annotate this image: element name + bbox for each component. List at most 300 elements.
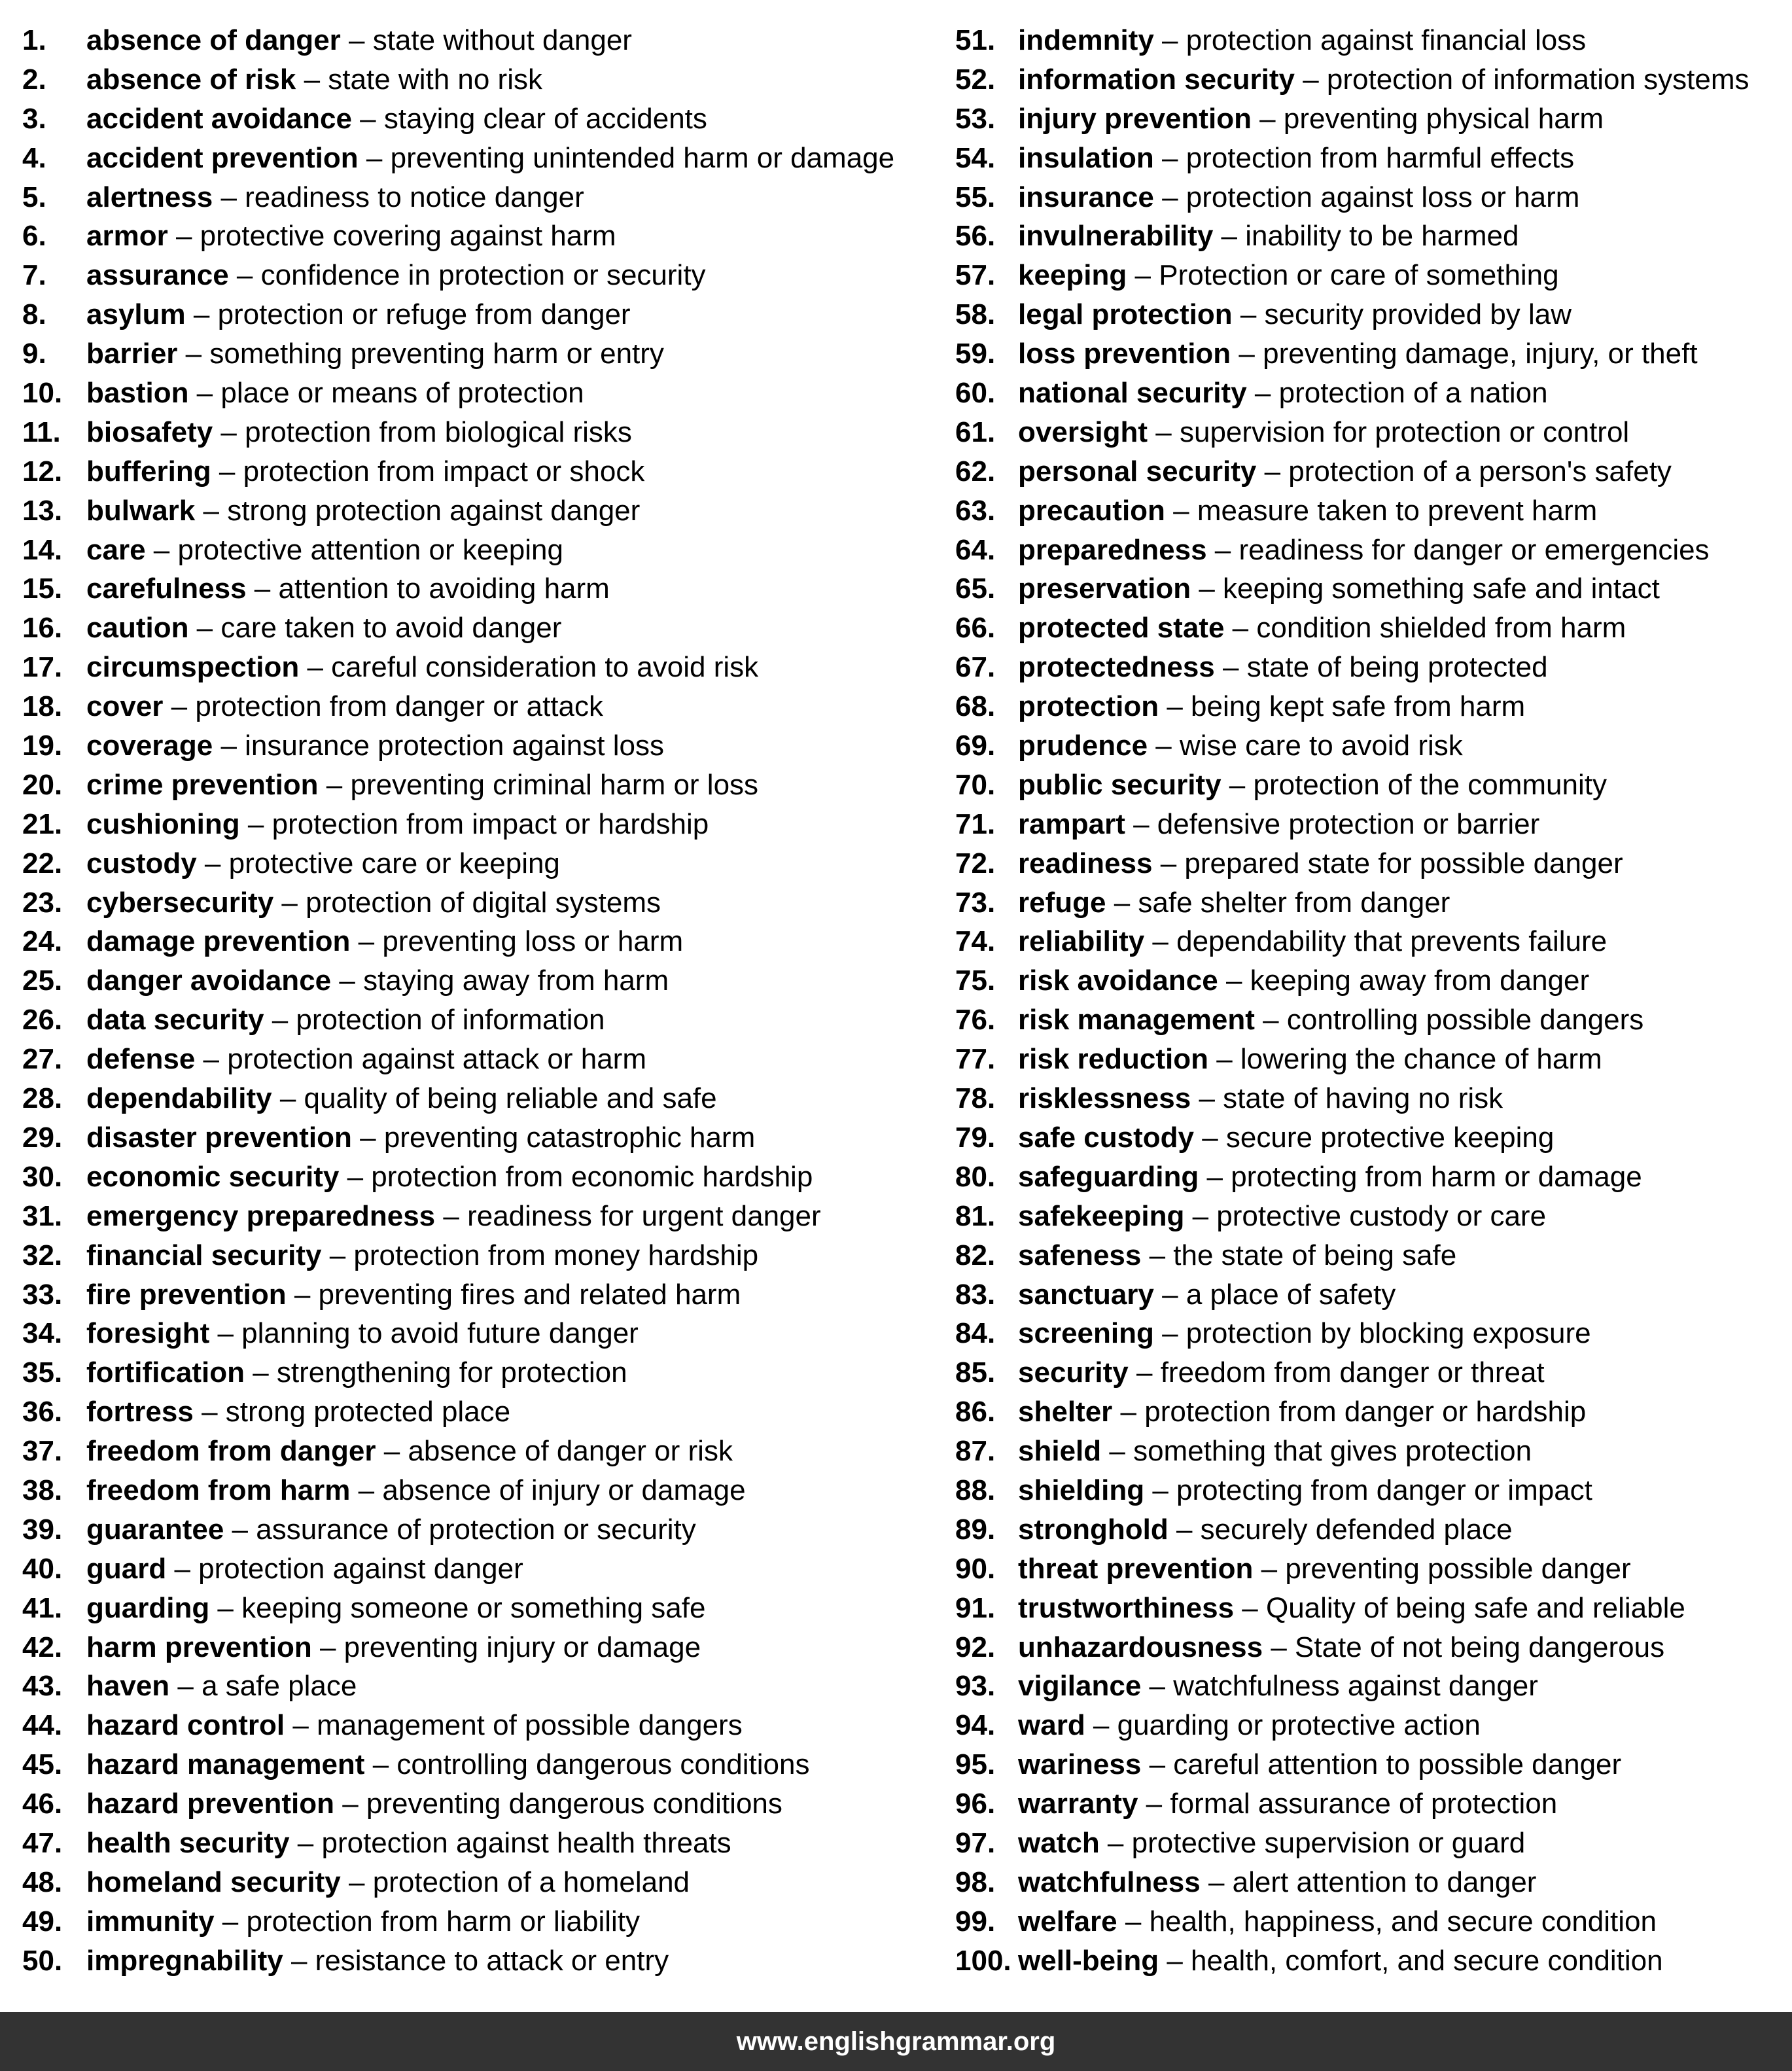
item-number: 4. <box>22 141 46 174</box>
item-term: freedom from danger <box>86 1435 376 1468</box>
item-number: 44. <box>22 1709 63 1742</box>
item-term: refuge <box>1018 886 1106 919</box>
item-term: accident avoidance <box>86 102 352 135</box>
item-definition: preventing loss or harm <box>382 925 684 958</box>
item-definition: a safe place <box>202 1670 357 1703</box>
list-item <box>955 1549 1786 1589</box>
list-item <box>955 922 1786 961</box>
list-item <box>955 491 1786 531</box>
item-separator: – <box>321 1239 354 1271</box>
item-definition: strengthening for protection <box>276 1356 627 1389</box>
item-separator: – <box>1253 1552 1286 1585</box>
item-number: 95. <box>955 1748 996 1781</box>
item-definition: protecting from harm or damage <box>1231 1160 1642 1193</box>
item-definition: protection from impact or hardship <box>272 807 709 840</box>
list-item <box>955 726 1786 766</box>
item-definition: measure taken to prevent harm <box>1197 494 1598 527</box>
item-term: bastion <box>86 377 189 410</box>
list-item <box>955 1275 1786 1315</box>
item-number: 83. <box>955 1278 996 1311</box>
item-number: 19. <box>22 730 63 762</box>
list-item <box>955 1510 1786 1549</box>
item-term: crime prevention <box>86 768 319 801</box>
item-term: ward <box>1018 1709 1085 1742</box>
item-term: accident prevention <box>86 141 359 174</box>
item-number: 30. <box>22 1160 63 1193</box>
item-term: risk management <box>1018 1004 1255 1036</box>
list-item <box>22 491 938 531</box>
item-separator: – <box>213 416 245 448</box>
item-number: 87. <box>955 1435 996 1468</box>
item-definition: protection of digital systems <box>306 886 661 919</box>
item-term: legal protection <box>1018 298 1233 331</box>
item-definition: protection from biological risks <box>245 416 632 448</box>
list-item <box>22 1197 938 1236</box>
item-term: defense <box>86 1043 196 1076</box>
list-item <box>955 1902 1786 1941</box>
footer-url[interactable]: www.englishgrammar.org <box>736 2027 1056 2056</box>
item-term: risk reduction <box>1018 1043 1208 1076</box>
list-item <box>955 1863 1786 1902</box>
list-item <box>22 1275 938 1315</box>
list-item <box>955 1706 1786 1745</box>
item-term: wariness <box>1018 1748 1142 1781</box>
item-term: keeping <box>1018 259 1127 292</box>
list-item <box>955 256 1786 295</box>
item-definition: place or means of protection <box>220 377 584 410</box>
word-list <box>0 21 1792 1984</box>
item-separator: – <box>1141 1670 1174 1703</box>
item-definition: protective supervision or guard <box>1131 1826 1526 1859</box>
item-separator: – <box>1165 494 1197 527</box>
item-term: hazard management <box>86 1748 365 1781</box>
item-number: 53. <box>955 102 996 135</box>
item-term: cybersecurity <box>86 886 274 919</box>
list-item <box>955 609 1786 648</box>
item-term: data security <box>86 1004 264 1036</box>
item-definition: prepared state for possible danger <box>1184 847 1623 879</box>
item-definition: protection from danger or hardship <box>1144 1396 1587 1428</box>
item-number: 98. <box>955 1866 996 1898</box>
item-separator: – <box>285 1709 317 1742</box>
item-definition: watchfulness against danger <box>1173 1670 1538 1703</box>
item-separator: – <box>351 102 384 135</box>
item-term: loss prevention <box>1018 338 1231 370</box>
item-separator: – <box>211 455 243 487</box>
list-item <box>22 334 938 374</box>
item-number: 6. <box>22 220 46 253</box>
item-separator: – <box>376 1435 408 1468</box>
item-definition: safe shelter from danger <box>1138 886 1450 919</box>
list-item <box>22 648 938 687</box>
item-term: readiness <box>1018 847 1153 879</box>
item-number: 64. <box>955 533 996 566</box>
item-number: 63. <box>955 494 996 527</box>
item-number: 25. <box>22 965 63 997</box>
list-item <box>955 531 1786 570</box>
item-term: assurance <box>86 259 229 292</box>
item-separator: – <box>169 1670 202 1703</box>
item-definition: a place of safety <box>1186 1278 1396 1311</box>
item-number: 45. <box>22 1748 63 1781</box>
list-item <box>955 60 1786 99</box>
item-number: 5. <box>22 181 46 213</box>
item-separator: – <box>1127 259 1159 292</box>
list-item <box>955 1471 1786 1510</box>
list-item <box>955 805 1786 844</box>
item-definition: readiness to notice danger <box>245 181 584 213</box>
item-number: 55. <box>955 181 996 213</box>
item-definition: guarding or protective action <box>1117 1709 1481 1742</box>
item-separator: – <box>1221 768 1254 801</box>
item-definition: health, happiness, and secure condition <box>1149 1905 1657 1938</box>
item-definition: defensive protection or barrier <box>1157 807 1540 840</box>
item-term: risklessness <box>1018 1082 1191 1115</box>
item-term: indemnity <box>1018 24 1154 56</box>
item-separator: – <box>213 730 245 762</box>
item-separator: – <box>1144 925 1177 958</box>
list-item <box>22 1745 938 1784</box>
item-separator: – <box>1159 1944 1191 1977</box>
item-term: fortification <box>86 1356 245 1389</box>
item-definition: readiness for danger or emergencies <box>1239 533 1710 566</box>
item-separator: – <box>1138 1788 1170 1820</box>
item-term: insulation <box>1018 141 1154 174</box>
item-term: harm prevention <box>86 1631 312 1663</box>
item-term: unhazardousness <box>1018 1631 1263 1663</box>
list-item <box>22 1706 938 1745</box>
item-definition: protective custody or care <box>1216 1199 1547 1232</box>
item-term: security <box>1018 1356 1129 1389</box>
list-item <box>955 569 1786 609</box>
list-item <box>955 1392 1786 1432</box>
item-term: absence of danger <box>86 24 341 56</box>
item-separator: – <box>1153 141 1186 174</box>
item-definition: the state of being safe <box>1173 1239 1457 1271</box>
list-item <box>22 687 938 726</box>
item-definition: protection of information systems <box>1326 63 1749 96</box>
item-definition: state of having no risk <box>1223 1082 1503 1115</box>
list-item <box>955 1667 1786 1706</box>
item-term: armor <box>86 220 168 253</box>
item-term: insurance <box>1018 181 1154 213</box>
list-item <box>955 844 1786 883</box>
item-definition: freedom from danger or threat <box>1160 1356 1545 1389</box>
item-separator: – <box>1214 651 1247 684</box>
item-number: 11. <box>22 416 61 448</box>
list-item <box>955 1745 1786 1784</box>
item-definition: planning to avoid future danger <box>241 1317 639 1350</box>
item-number: 94. <box>955 1709 996 1742</box>
footer-bar <box>0 2012 1792 2071</box>
item-term: oversight <box>1018 416 1148 448</box>
item-number: 66. <box>955 612 996 645</box>
list-item <box>22 883 938 923</box>
item-separator: – <box>1294 63 1327 96</box>
item-separator: – <box>177 338 210 370</box>
item-definition: controlling possible dangers <box>1286 1004 1644 1036</box>
item-separator: – <box>331 965 364 997</box>
item-separator: – <box>1144 1474 1177 1506</box>
item-term: biosafety <box>86 416 213 448</box>
list-item <box>22 569 938 609</box>
list-item <box>955 1432 1786 1471</box>
list-item <box>955 21 1786 60</box>
item-definition: protection against loss or harm <box>1186 181 1580 213</box>
list-item <box>955 1314 1786 1353</box>
list-item <box>955 413 1786 452</box>
item-separator: – <box>1213 220 1246 253</box>
list-item <box>22 1628 938 1667</box>
item-number: 33. <box>22 1278 63 1311</box>
list-item <box>955 1824 1786 1863</box>
item-separator: – <box>209 1317 242 1350</box>
item-number: 91. <box>955 1591 996 1624</box>
item-term: warranty <box>1018 1788 1138 1820</box>
item-separator: – <box>163 690 196 723</box>
item-separator: – <box>1234 1591 1266 1624</box>
list-item <box>955 1353 1786 1392</box>
item-definition: security provided by law <box>1264 298 1572 331</box>
item-definition: protection against financial loss <box>1186 24 1587 56</box>
item-separator: – <box>213 181 245 213</box>
item-term: impregnability <box>86 1944 283 1977</box>
item-term: cushioning <box>86 807 240 840</box>
item-separator: – <box>1141 1748 1174 1781</box>
item-definition: protecting from danger or impact <box>1176 1474 1592 1506</box>
item-definition: protection of information <box>296 1004 605 1036</box>
item-number: 47. <box>22 1826 63 1859</box>
item-number: 86. <box>955 1396 996 1428</box>
list-item <box>955 1197 1786 1236</box>
item-separator: – <box>283 1944 315 1977</box>
item-separator: – <box>1193 1121 1226 1154</box>
item-separator: – <box>1099 1826 1132 1859</box>
item-separator: – <box>1199 1160 1231 1193</box>
item-number: 88. <box>955 1474 996 1506</box>
item-term: alertness <box>86 181 213 213</box>
list-item <box>955 1941 1786 1981</box>
item-definition: dependability that prevents failure <box>1176 925 1608 958</box>
item-term: information security <box>1018 63 1295 96</box>
item-term: stronghold <box>1018 1513 1168 1546</box>
item-separator: – <box>1112 1396 1145 1428</box>
list-item <box>955 1040 1786 1079</box>
item-number: 62. <box>955 455 996 487</box>
item-definition: being kept safe from harm <box>1191 690 1526 723</box>
item-separator: – <box>350 1474 383 1506</box>
item-number: 75. <box>955 965 996 997</box>
item-term: invulnerability <box>1018 220 1214 253</box>
list-item <box>22 1079 938 1118</box>
list-item <box>955 1158 1786 1197</box>
list-item <box>22 1158 938 1197</box>
list-item <box>22 1863 938 1902</box>
item-number: 52. <box>955 63 996 96</box>
item-term: safeness <box>1018 1239 1142 1271</box>
item-term: rampart <box>1018 807 1125 840</box>
item-number: 61. <box>955 416 996 448</box>
list-item <box>955 334 1786 374</box>
item-term: coverage <box>86 730 213 762</box>
item-term: barrier <box>86 338 178 370</box>
item-term: prudence <box>1018 730 1148 762</box>
item-definition: strong protection against danger <box>227 494 641 527</box>
item-term: bulwark <box>86 494 196 527</box>
list-item <box>22 726 938 766</box>
item-number: 50. <box>22 1944 63 1977</box>
item-term: custody <box>86 847 197 879</box>
item-number: 7. <box>22 259 46 292</box>
item-definition: careful attention to possible danger <box>1173 1748 1622 1781</box>
list-item <box>955 1784 1786 1824</box>
item-definition: health, comfort, and secure condition <box>1191 1944 1663 1977</box>
list-item <box>22 922 938 961</box>
item-separator: – <box>1141 1239 1174 1271</box>
item-definition: protection of the community <box>1253 768 1607 801</box>
list-item <box>955 1628 1786 1667</box>
item-number: 74. <box>955 925 996 958</box>
item-number: 65. <box>955 573 996 605</box>
list-item <box>22 256 938 295</box>
item-separator: – <box>1148 730 1180 762</box>
item-separator: – <box>1246 377 1279 410</box>
item-definition: protection from money hardship <box>353 1239 759 1271</box>
list-item <box>22 609 938 648</box>
item-separator: – <box>209 1591 242 1624</box>
item-separator: – <box>318 768 351 801</box>
item-definition: State of not being dangerous <box>1295 1631 1665 1663</box>
item-number: 18. <box>22 690 63 723</box>
item-separator: – <box>1159 690 1191 723</box>
item-number: 28. <box>22 1082 63 1115</box>
item-term: guarantee <box>86 1513 224 1546</box>
item-term: damage prevention <box>86 925 351 958</box>
item-separator: – <box>339 1160 372 1193</box>
item-term: economic security <box>86 1160 340 1193</box>
list-item <box>955 178 1786 217</box>
item-term: guarding <box>86 1591 210 1624</box>
list-item <box>955 766 1786 805</box>
item-number: 43. <box>22 1670 63 1703</box>
item-separator: – <box>340 24 373 56</box>
item-number: 40. <box>22 1552 63 1585</box>
item-separator: – <box>289 1826 322 1859</box>
list-item <box>22 1000 938 1040</box>
item-separator: – <box>1191 573 1223 605</box>
item-number: 34. <box>22 1317 63 1350</box>
item-number: 100. <box>955 1944 1011 1977</box>
list-item <box>22 805 938 844</box>
item-separator: – <box>334 1788 366 1820</box>
item-separator: – <box>1153 24 1186 56</box>
item-number: 57. <box>955 259 996 292</box>
item-term: danger avoidance <box>86 965 332 997</box>
item-definition: formal assurance of protection <box>1170 1788 1558 1820</box>
item-number: 89. <box>955 1513 996 1546</box>
item-number: 68. <box>955 690 996 723</box>
list-item <box>955 139 1786 178</box>
item-separator: – <box>435 1199 468 1232</box>
list-item <box>955 99 1786 139</box>
item-term: watchfulness <box>1018 1866 1201 1898</box>
item-term: hazard control <box>86 1709 285 1742</box>
item-term: public security <box>1018 768 1221 801</box>
item-number: 85. <box>955 1356 996 1389</box>
item-term: shielding <box>1018 1474 1145 1506</box>
item-number: 31. <box>22 1199 63 1232</box>
item-definition: preventing dangerous conditions <box>366 1788 782 1820</box>
item-term: injury prevention <box>1018 102 1252 135</box>
item-number: 8. <box>22 298 46 331</box>
item-term: safeguarding <box>1018 1160 1199 1193</box>
list-item <box>22 1941 938 1981</box>
item-number: 17. <box>22 651 63 684</box>
item-separator: – <box>1085 1709 1117 1742</box>
item-number: 73. <box>955 886 996 919</box>
item-definition: state of being protected <box>1246 651 1548 684</box>
item-term: personal security <box>1018 455 1257 487</box>
item-term: asylum <box>86 298 186 331</box>
item-definition: preventing catastrophic harm <box>383 1121 756 1154</box>
item-number: 36. <box>22 1396 63 1428</box>
item-number: 32. <box>22 1239 63 1271</box>
item-separator: – <box>1232 298 1265 331</box>
item-definition: preventing criminal harm or loss <box>350 768 759 801</box>
item-term: vigilance <box>1018 1670 1142 1703</box>
item-definition: protective covering against harm <box>200 220 616 253</box>
item-number: 76. <box>955 1004 996 1036</box>
item-separator: – <box>272 1082 304 1115</box>
item-term: homeland security <box>86 1866 341 1898</box>
item-definition: quality of being reliable and safe <box>304 1082 717 1115</box>
item-number: 15. <box>22 573 63 605</box>
list-item <box>22 139 938 178</box>
item-term: disaster prevention <box>86 1121 352 1154</box>
item-number: 3. <box>22 102 46 135</box>
item-number: 1. <box>22 24 46 56</box>
item-definition: condition shielded from harm <box>1256 612 1626 645</box>
left-column <box>22 21 938 1981</box>
item-term: buffering <box>86 455 211 487</box>
item-number: 42. <box>22 1631 63 1663</box>
item-number: 2. <box>22 63 46 96</box>
item-separator: – <box>1106 886 1138 919</box>
item-term: cover <box>86 690 164 723</box>
list-item <box>22 1667 938 1706</box>
item-separator: – <box>1148 416 1180 448</box>
item-definition: protection from impact or shock <box>243 455 645 487</box>
item-number: 96. <box>955 1788 996 1820</box>
item-definition: controlling dangerous conditions <box>396 1748 810 1781</box>
list-item <box>22 1236 938 1275</box>
item-separator: – <box>188 612 221 645</box>
item-number: 93. <box>955 1670 996 1703</box>
list-item <box>955 687 1786 726</box>
item-term: carefulness <box>86 573 247 605</box>
item-separator: – <box>167 220 200 253</box>
item-separator: – <box>1191 1082 1223 1115</box>
item-definition: protection by blocking exposure <box>1186 1317 1591 1350</box>
list-item <box>22 178 938 217</box>
item-separator: – <box>286 1278 319 1311</box>
item-definition: keeping away from danger <box>1250 965 1590 997</box>
item-term: well-being <box>1018 1944 1159 1977</box>
item-separator: – <box>1117 1905 1150 1938</box>
list-item <box>955 883 1786 923</box>
list-item <box>22 21 938 60</box>
item-separator: – <box>1153 1317 1186 1350</box>
